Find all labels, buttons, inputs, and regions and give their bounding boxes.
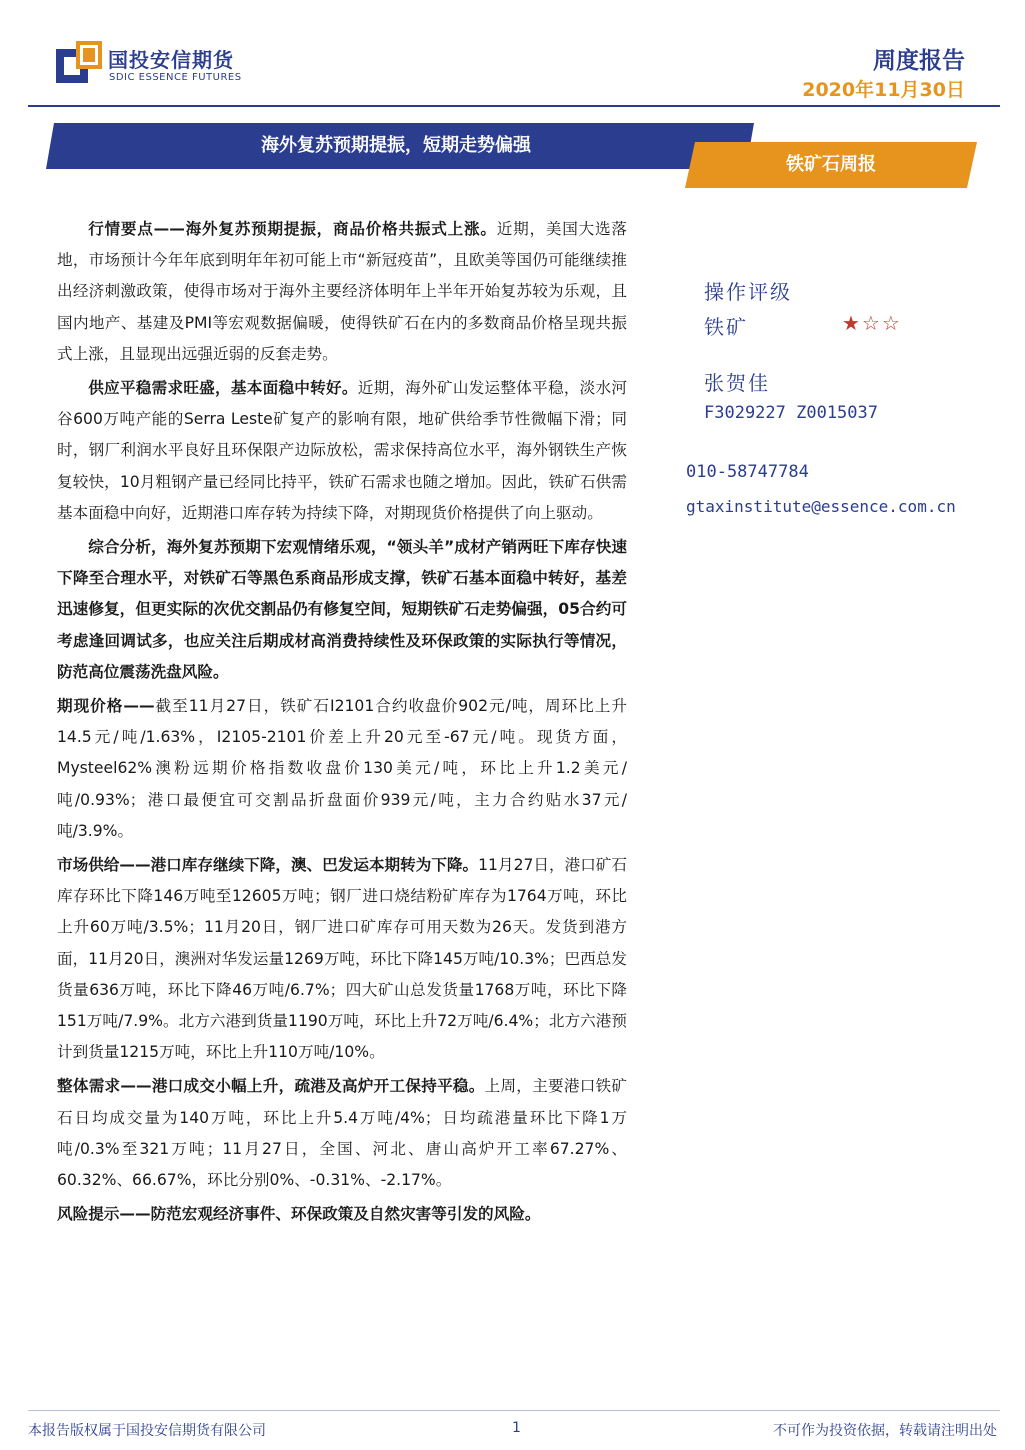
rating-stars: ★☆☆ (842, 311, 902, 335)
analyst-license: F3029227 Z0015037 (704, 403, 878, 423)
paragraph-overall-demand (57, 1071, 627, 1196)
paragraph-futures-spot-price (57, 691, 627, 847)
headline-text: 海外复苏预期提振，短期走势偏强 (261, 135, 531, 156)
header-divider (28, 105, 1000, 107)
paragraph-text: 近期，美国大选落地，市场预计今年年底到明年年初可能上市“新冠疫苗”，且欧美等国仍可能继续推出经济刺激政策，使得市场对于海外主要经济体明年上半年开始复苏较为乐观，且国内地产、基建及PMI等宏观数据偏暖，使得铁矿石在内的多数商品价格呈现共振式上涨，且显现出远强近弱的反套走势。 (57, 220, 627, 363)
contact-email[interactable]: gtaxinstitute@essence.com.cn (686, 497, 956, 516)
paragraph-lead: 风险提示——防范宏观经济事件、环保政策及自然灾害等引发的风险。 (57, 1205, 541, 1224)
company-logo-icon (56, 41, 102, 83)
report-type: 周度报告 (873, 48, 965, 74)
paragraph-fundamentals (57, 373, 627, 529)
contact-phone: 010-58747784 (686, 462, 809, 482)
report-date: 2020年11月30日 (802, 79, 965, 101)
footer-copyright: 本报告版权属于国投安信期货有限公司 (28, 1423, 266, 1439)
paragraph-summary: 综合分析，海外复苏预期下宏观情绪乐观，“领头羊”成材产销两旺下库存快速下降至合理水平，对铁矿石等黑色系商品形成支撑，铁矿石基本面稳中转好，基差迅速修复，但更实际的次优交割品仍有修复空间，短期铁矿石走势偏强，05合约可考虑逢回调试多，也应关注后期成材高消费持续性及环保政策的实际执行等情况，防范高位震荡洗盘风险。 (57, 538, 627, 681)
paragraph-risk-warning (57, 1199, 627, 1230)
paragraph-text: 上周，主要港口铁矿石日均成交量为140万吨，环比上升5.4万吨/4%；日均疏港量环比下降1万吨/0.3%至321万吨；11月27日，全国、河北、唐山高炉开工率67.27%、60.32%、66.67%，环比分别0%、-0.31%、-2.17%。 (57, 1077, 627, 1190)
section-title: 铁矿石周报 (786, 154, 876, 175)
paragraph-market-highlights (57, 214, 627, 370)
paragraph-lead: 整体需求——港口成交小幅上升，疏港及高炉开工保持平稳。 (57, 1077, 485, 1096)
paragraph-text: 截至11月27日，铁矿石I2101合约收盘价902元/吨，周环比上升14.5元/吨/1.63%，I2105-2101价差上升20元至-67元/吨。现货方面，Mysteel62%澳粉远期价格指数收盘价130美元/吨，环比上升1.2美元/吨/0.93%；港口最便宜可交割品折盘面价939元/吨，主力合约贴水37元/吨/3.9%。 (57, 697, 627, 840)
rating-item: 铁矿 (704, 315, 748, 339)
paragraph-lead: 供应平稳需求旺盛，基本面稳中转好。 (88, 379, 358, 398)
paragraph-text: 近期，海外矿山发运整体平稳，淡水河谷600万吨产能的Serra Leste矿复产的影响有限，地矿供给季节性微幅下滑；同时，钢厂利润水平良好且环保限产边际放松，需求保持高位水平，海外钢铁生产恢复较快，10月粗钢产量已经同比持平，铁矿石需求也随之增加。因此，铁矿石供需基本面稳中向好，近期港口库存转为持续下降，对期现货价格提供了向上驱动。 (57, 379, 627, 522)
paragraph-lead: 行情要点——海外复苏预期提振，商品价格共振式上涨。 (88, 220, 497, 238)
page-number: 1 (512, 1420, 521, 1436)
paragraph-text: 11月27日，港口矿石库存环比下降146万吨至12605万吨；钢厂进口烧结粉矿库存为1764万吨，环比上升60万吨/3.5%；11月20日，钢厂进口矿库存可用天数为26天。发货到港方面，11月20日，澳洲对华发运量1269万吨，环比下降145万吨/10.3%；巴西总发货量636万吨，环比下降46万吨/6.7%；四大矿山总发货量1768万吨，环比下降151万吨/7.9%。北方六港到货量1190万吨，环比上升72万吨/6.4%；北方六港预计到货量1215万吨，环比上升110万吨/10%。 (57, 856, 627, 1062)
footer-divider (28, 1410, 1000, 1411)
company-name-cn: 国投安信期货 (108, 48, 234, 72)
company-name-en: SDIC ESSENCE FUTURES (109, 72, 242, 83)
footer-disclaimer: 不可作为投资依据，转载请注明出处 (773, 1423, 997, 1439)
paragraph-lead: 市场供给——港口库存继续下降，澳、巴发运本期转为下降。 (57, 856, 479, 875)
report-body (57, 214, 627, 1231)
analyst-name: 张贺佳 (704, 371, 770, 395)
paragraph-lead: 期现价格—— (57, 697, 155, 716)
paragraph-market-supply (57, 850, 627, 1068)
rating-title: 操作评级 (704, 280, 792, 304)
